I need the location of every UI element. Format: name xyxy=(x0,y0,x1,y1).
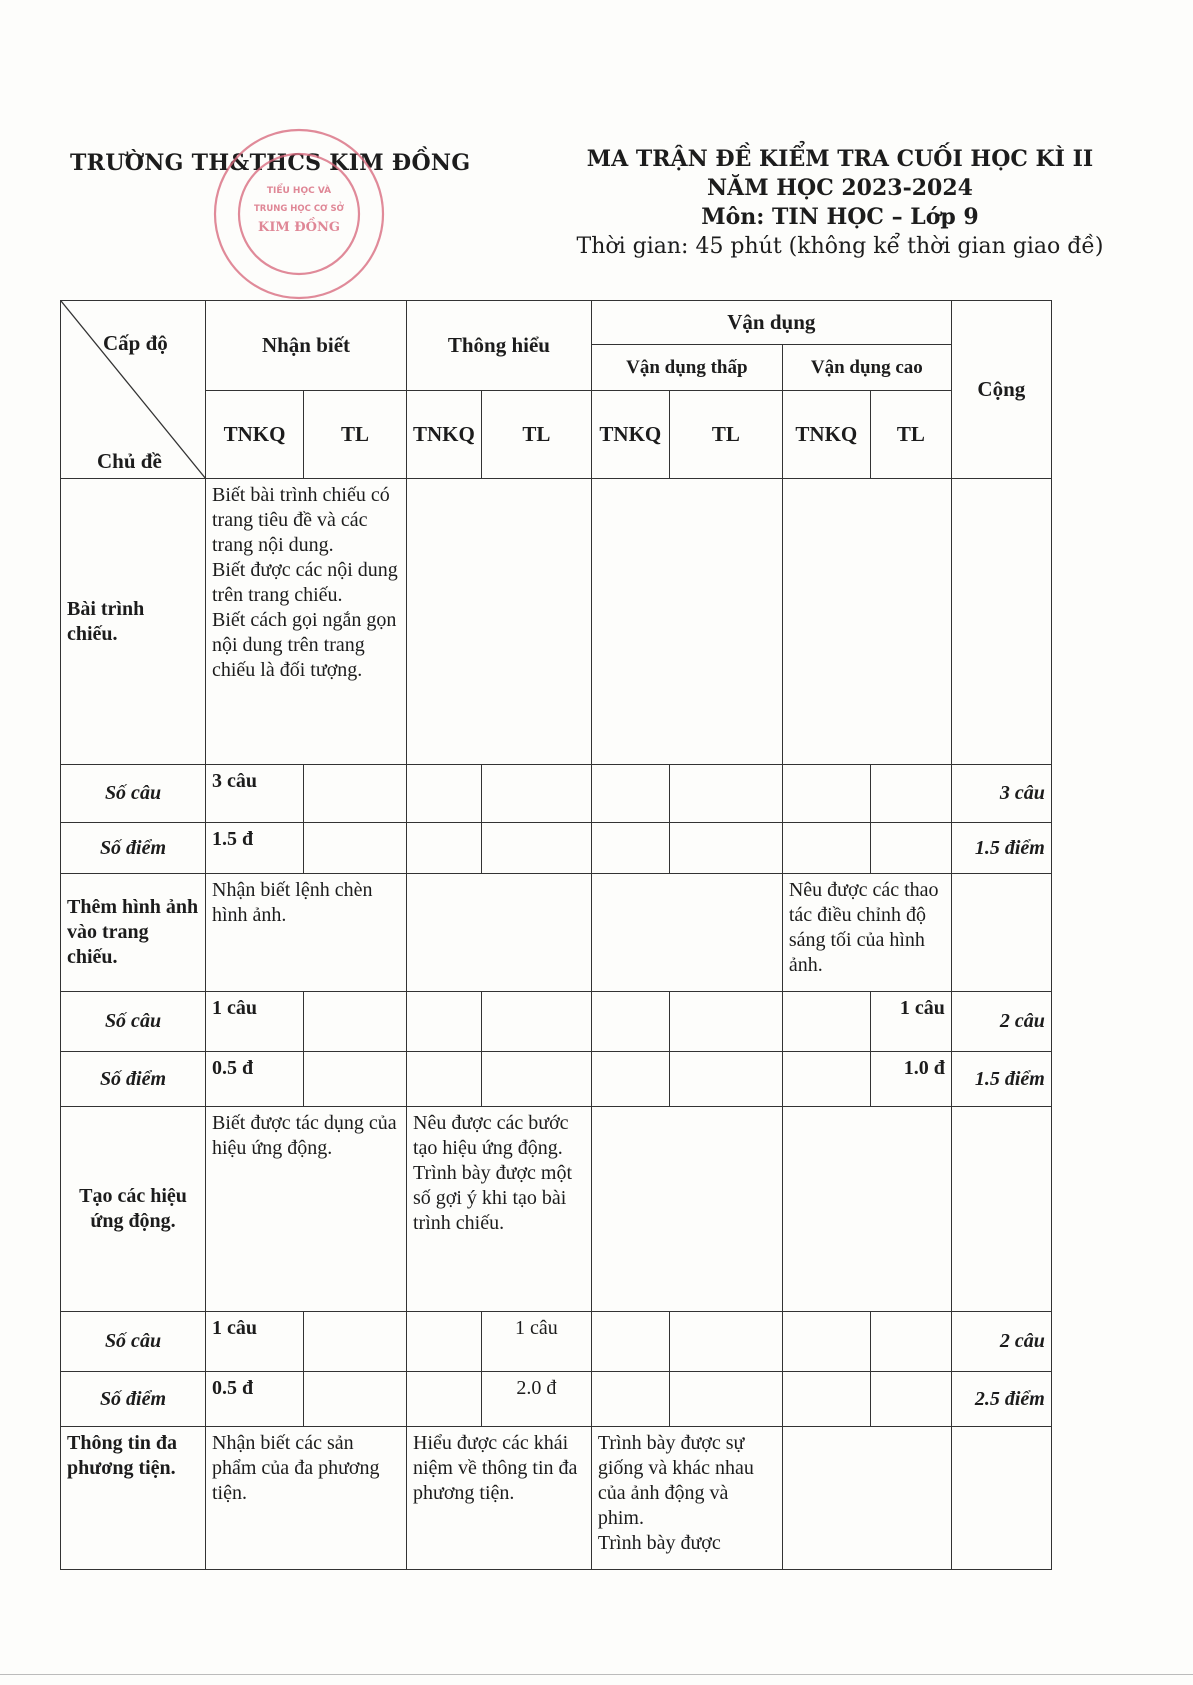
document-title: MA TRẬN ĐỀ KIỂM TRA CUỐI HỌC KÌ II xyxy=(586,146,1094,172)
nb-tnkq-so-cau: 1 câu xyxy=(206,992,304,1052)
total-description xyxy=(951,479,1051,765)
th-tl-so-diem xyxy=(481,1052,591,1107)
stamp-text-3: KIM ĐỒNG xyxy=(258,220,340,235)
corner-cell xyxy=(61,301,206,479)
so-diem-row xyxy=(61,1052,1052,1107)
total-description xyxy=(951,1427,1051,1570)
nb-tnkq-so-cau: 3 câu xyxy=(206,765,304,823)
th-tl-so-cau: 1 câu xyxy=(481,1312,591,1372)
level-nhan-biet: Nhận biết xyxy=(206,301,407,391)
topic-row xyxy=(61,479,1052,765)
vdc-tl-so-cau xyxy=(870,1312,951,1372)
thong-hieu-description xyxy=(407,479,592,765)
vdc-tnkq-so-diem xyxy=(782,1372,870,1427)
so-cau-row xyxy=(61,992,1052,1052)
van-dung-thap-description xyxy=(591,1107,782,1312)
vdt-tl-so-cau xyxy=(669,1312,782,1372)
subject-line: Môn: TIN HỌC – Lớp 9 xyxy=(701,204,979,230)
vdt-tl-so-cau xyxy=(669,765,782,823)
total-so-cau: 2 câu xyxy=(951,992,1051,1052)
van-dung-thap-description xyxy=(591,874,782,992)
vdc-tnkq-so-cau xyxy=(782,765,870,823)
vdt-tl-so-diem xyxy=(669,1052,782,1107)
vdt-tl-so-diem xyxy=(669,1372,782,1427)
total-so-diem: 1.5 điểm xyxy=(951,1052,1051,1107)
van-dung-cao-description xyxy=(782,1107,951,1312)
vdc-tnkq-so-diem xyxy=(782,823,870,874)
van-dung-cao-description: Nêu được các thao tác điều chỉnh độ sáng tối của hình ảnh. xyxy=(782,874,951,992)
th-tnkq-so-diem xyxy=(407,1052,482,1107)
total-description xyxy=(951,874,1051,992)
van-dung-cao-description xyxy=(782,479,951,765)
corner-topic-label: Chủ đề xyxy=(97,449,162,473)
so-cau-label: Số câu xyxy=(61,765,206,823)
school-year: NĂM HỌC 2023-2024 xyxy=(707,175,973,201)
thong-hieu-description: Nêu được các bước tạo hiệu ứng động. Trình bày được một số gợi ý khi tạo bài trình chiếu. xyxy=(407,1107,592,1312)
th-tnkq-so-diem xyxy=(407,1372,482,1427)
vdc-tl-so-diem xyxy=(870,1372,951,1427)
total-so-cau: 2 câu xyxy=(951,1312,1051,1372)
topic-row xyxy=(61,1427,1052,1570)
nb-tnkq-so-cau: 1 câu xyxy=(206,1312,304,1372)
so-diem-label: Số điểm xyxy=(61,1052,206,1107)
so-diem-row xyxy=(61,823,1052,874)
so-cau-row xyxy=(61,1312,1052,1372)
topic-row xyxy=(61,1107,1052,1312)
level-van-dung: Vận dụng xyxy=(591,301,951,345)
stamp-text-2: TRUNG HỌC CƠ SỞ xyxy=(253,204,345,214)
vdt-tnkq-so-diem xyxy=(591,1372,669,1427)
level-thong-hieu: Thông hiểu xyxy=(407,301,592,391)
col-tl: TL xyxy=(304,391,407,479)
nb-tl-so-cau xyxy=(304,992,407,1052)
th-tl-so-cau xyxy=(481,765,591,823)
nb-tl-so-diem xyxy=(304,1052,407,1107)
col-tl: TL xyxy=(870,391,951,479)
school-stamp-seal xyxy=(210,125,388,303)
th-tl-so-diem: 2.0 đ xyxy=(481,1372,591,1427)
topic-name: Thông tin đa phương tiện. xyxy=(61,1427,206,1570)
header-row-3 xyxy=(61,391,1052,479)
th-tl-so-cau xyxy=(481,992,591,1052)
col-tnkq: TNKQ xyxy=(407,391,482,479)
so-diem-label: Số điểm xyxy=(61,823,206,874)
total-so-cau: 3 câu xyxy=(951,765,1051,823)
nhan-biet-description: Biết bài trình chiếu có trang tiêu đề và các trang nội dung. Biết được các nội dung trên trang chiếu. Biết cách gọi ngắn gọn nội dung trên trang chiếu là đối tượng. xyxy=(206,479,407,765)
thong-hieu-description xyxy=(407,874,592,992)
so-cau-label: Số câu xyxy=(61,1312,206,1372)
total-description xyxy=(951,1107,1051,1312)
so-diem-row xyxy=(61,1372,1052,1427)
nb-tl-so-diem xyxy=(304,1372,407,1427)
th-tnkq-so-diem xyxy=(407,823,482,874)
nhan-biet-description: Nhận biết các sản phẩm của đa phương tiện. xyxy=(206,1427,407,1570)
vdc-tnkq-so-diem xyxy=(782,1052,870,1107)
vdt-tnkq-so-diem xyxy=(591,823,669,874)
so-diem-label: Số điểm xyxy=(61,1372,206,1427)
level-van-dung-thap: Vận dụng thấp xyxy=(591,345,782,391)
header-row-1 xyxy=(61,301,1052,345)
vdt-tnkq-so-cau xyxy=(591,765,669,823)
topic-row xyxy=(61,874,1052,992)
vdt-tnkq-so-cau xyxy=(591,1312,669,1372)
nb-tl-so-cau xyxy=(304,1312,407,1372)
vdc-tl-so-diem: 1.0 đ xyxy=(870,1052,951,1107)
van-dung-thap-description: Trình bày được sự giống và khác nhau của ảnh động và phim. Trình bày được xyxy=(591,1427,782,1570)
nhan-biet-description: Nhận biết lệnh chèn hình ảnh. xyxy=(206,874,407,992)
col-tl: TL xyxy=(481,391,591,479)
vdc-tl-so-cau xyxy=(870,765,951,823)
van-dung-thap-description xyxy=(591,479,782,765)
th-tnkq-so-cau xyxy=(407,1312,482,1372)
vdt-tnkq-so-diem xyxy=(591,1052,669,1107)
vdt-tnkq-so-cau xyxy=(591,992,669,1052)
level-cong: Cộng xyxy=(951,301,1051,479)
nb-tnkq-so-diem: 0.5 đ xyxy=(206,1052,304,1107)
vdc-tnkq-so-cau xyxy=(782,992,870,1052)
topic-name: Tạo các hiệu ứng động. xyxy=(61,1107,206,1312)
school-name: TRƯỜNG TH&THCS KIM ĐỒNG xyxy=(70,150,471,176)
nb-tl-so-diem xyxy=(304,823,407,874)
nb-tl-so-cau xyxy=(304,765,407,823)
nb-tnkq-so-diem: 1.5 đ xyxy=(206,823,304,874)
page-bottom-rule xyxy=(0,1674,1193,1675)
so-cau-row xyxy=(61,765,1052,823)
exam-matrix-table xyxy=(60,300,1052,1570)
title-block xyxy=(560,145,1120,261)
nhan-biet-description: Biết được tác dụng của hiệu ứng động. xyxy=(206,1107,407,1312)
topic-name: Bài trình chiếu. xyxy=(61,479,206,765)
vdt-tl-so-cau xyxy=(669,992,782,1052)
th-tnkq-so-cau xyxy=(407,992,482,1052)
stamp-text-1: TIỂU HỌC VÀ xyxy=(266,186,332,196)
level-van-dung-cao: Vận dụng cao xyxy=(782,345,951,391)
topic-name: Thêm hình ảnh vào trang chiếu. xyxy=(61,874,206,992)
col-tnkq: TNKQ xyxy=(206,391,304,479)
nb-tnkq-so-diem: 0.5 đ xyxy=(206,1372,304,1427)
so-cau-label: Số câu xyxy=(61,992,206,1052)
total-so-diem: 1.5 điểm xyxy=(951,823,1051,874)
exam-duration: Thời gian: 45 phút (không kể thời gian giao đề) xyxy=(576,234,1104,259)
total-so-diem: 2.5 điểm xyxy=(951,1372,1051,1427)
corner-level-label: Cấp độ xyxy=(103,331,168,355)
vdc-tl-so-cau: 1 câu xyxy=(870,992,951,1052)
col-tnkq: TNKQ xyxy=(591,391,669,479)
vdt-tl-so-diem xyxy=(669,823,782,874)
vdc-tnkq-so-cau xyxy=(782,1312,870,1372)
vdc-tl-so-diem xyxy=(870,823,951,874)
col-tl: TL xyxy=(669,391,782,479)
col-tnkq: TNKQ xyxy=(782,391,870,479)
th-tnkq-so-cau xyxy=(407,765,482,823)
van-dung-cao-description xyxy=(782,1427,951,1570)
th-tl-so-diem xyxy=(481,823,591,874)
thong-hieu-description: Hiểu được các khái niệm về thông tin đa phương tiện. xyxy=(407,1427,592,1570)
